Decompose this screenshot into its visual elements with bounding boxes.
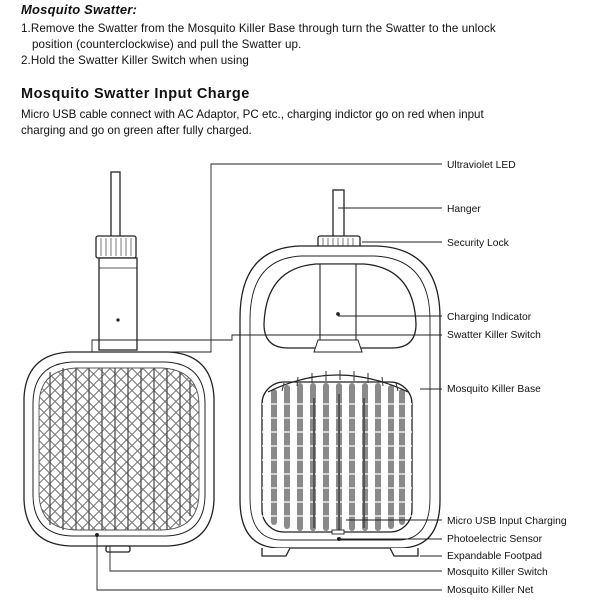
swatter-handle [99,258,137,350]
micro-usb-port [332,530,344,534]
expandable-footpad [262,548,290,556]
instruction-step-2: 2.Hold the Swatter Killer Switch when using [21,54,249,67]
label-swatter-killer-switch: Swatter Killer Switch [447,330,541,341]
label-mosquito-killer-base: Mosquito Killer Base [447,384,541,395]
instruction-step-1-cont: position (counterclockwise) and pull the Swatter up. [32,38,302,51]
callout-labels [447,160,567,596]
label-mosquito-killer-net: Mosquito Killer Net [447,585,534,596]
swatter-killer-switch-dot [117,319,119,321]
label-security-lock: Security Lock [447,238,509,249]
label-micro-usb-input-charging: Micro USB Input Charging [447,516,567,527]
charging-indicator-dot [337,313,339,315]
label-mosquito-killer-switch: Mosquito Killer Switch [447,567,548,578]
label-hanger: Hanger [447,204,481,215]
label-ultraviolet-led: Ultraviolet LED [447,160,516,171]
swatter-tip [111,172,120,238]
hanger [333,190,344,238]
section-title-charge: Mosquito Swatter Input Charge [21,86,250,102]
label-expandable-footpad: Expandable Footpad [447,551,543,562]
instruction-step-1: 1.Remove the Swatter from the Mosquito Killer Base through turn the Swatter to the unlock [21,22,496,35]
charge-description-line-1: Micro USB cable connect with AC Adaptor, PC etc., charging indictor go on red when input [21,108,484,121]
charge-description-line-2: charging and go on green after fully charged. [21,124,252,137]
photoelectric-sensor [338,538,341,541]
section-title-swatter: Mosquito Swatter: [21,2,138,17]
killer-base-illustration [240,190,440,556]
label-charging-indicator: Charging Indicator [447,312,532,323]
swatter-illustration [24,172,214,552]
label-photoelectric-sensor: Photoelectric Sensor [447,534,543,545]
